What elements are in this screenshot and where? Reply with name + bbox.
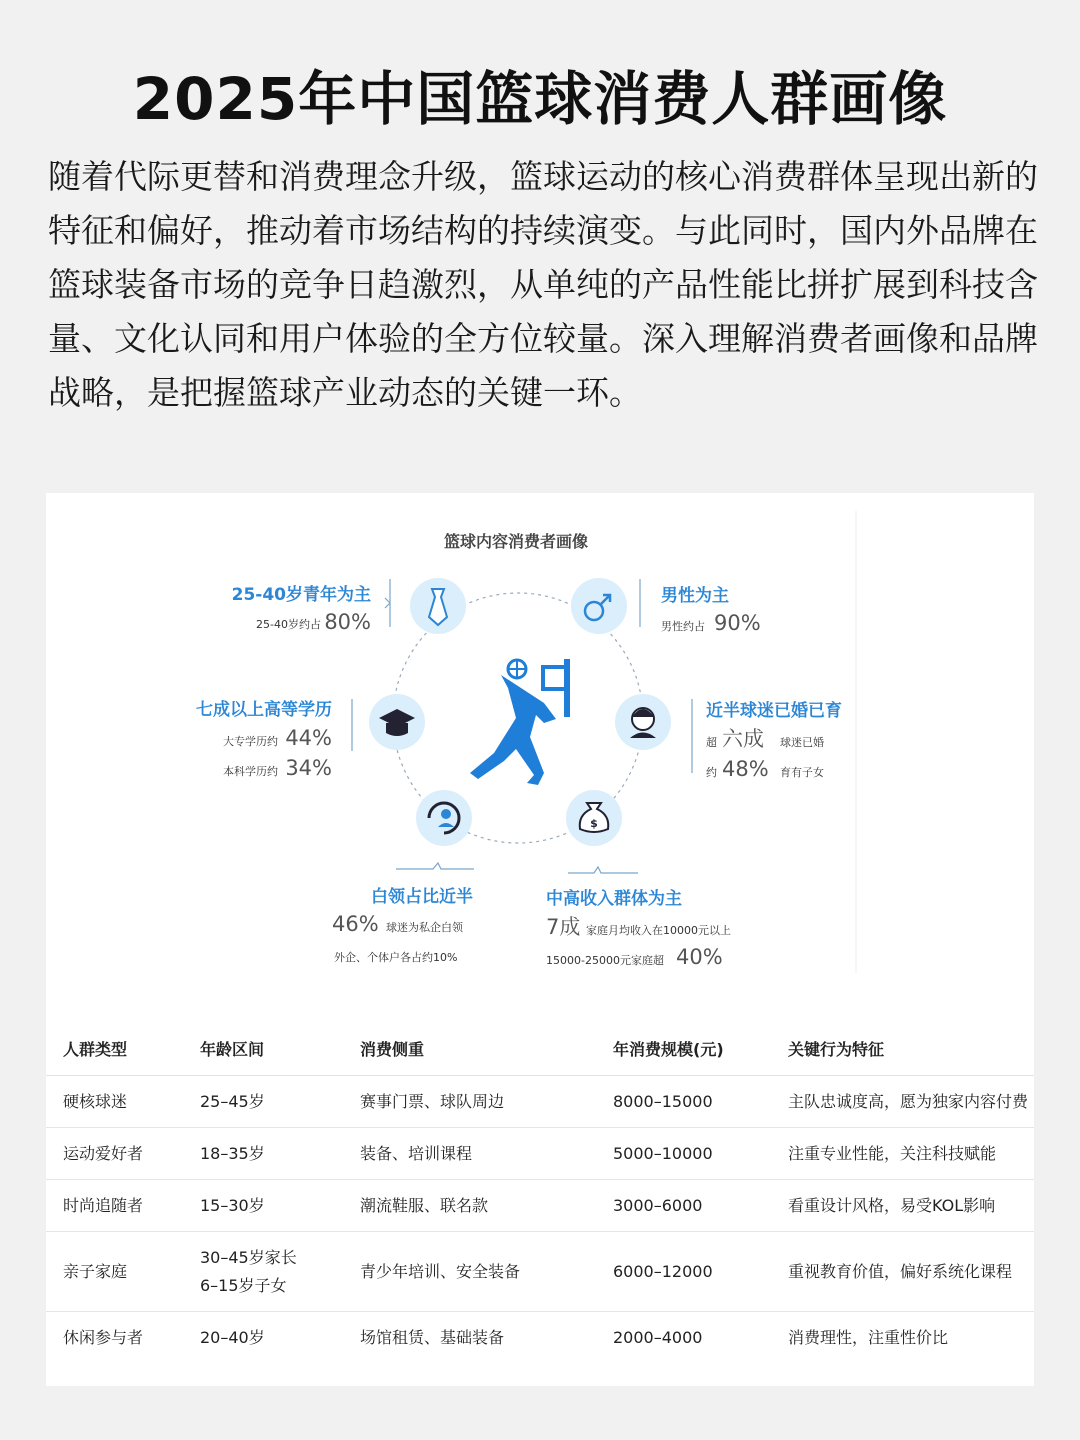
marriage-label-1: 球迷已婚 [780,736,824,749]
cell-trait: 主队忠诚度高，愿为独家内容付费 [771,1076,1034,1128]
cell-spend: 2000–4000 [613,1327,703,1347]
education-heading: 七成以上高等学历 [196,700,332,720]
income-value-1: 7成 [546,915,581,939]
cell-focus: 赛事门票、球队周边 [343,1076,596,1128]
table-row [46,1312,1034,1364]
table-row [46,1180,1034,1232]
header-type: 人群类型 [46,1021,183,1076]
whitecollar-label: 球迷为私企白领 [386,921,463,934]
whitecollar-note: 外企、个体户各占约10% [334,951,458,964]
family-icon [615,694,671,750]
cell-age [183,1232,343,1312]
cell-type: 时尚追随者 [46,1180,183,1232]
intro-paragraph: 随着代际更替和消费理念升级，篮球运动的核心消费群体呈现出新的特征和偏好，推动着市场结构的持续演变。与此同时，国内外品牌在篮球装备市场的竞争日趋激烈，从单纯的产品性能比拼扩展到科技含量、文化认同和用户体验的全方位较量。深入理解消费者画像和品牌战略，是把握篮球产业动态的关键一环。 [48,157,1038,412]
cell-focus: 场馆租赁、基础装备 [360,1327,505,1347]
cell-age: 18–35岁 [183,1128,343,1180]
income-label-1: 家庭月均收入在10000元以上 [586,924,731,937]
table-row [46,1128,1034,1180]
education-label-2: 本科学历约 [223,765,278,778]
table-row [46,1232,1034,1312]
header-focus: 消费侧重 [343,1021,596,1076]
income-value-2: 40% [676,945,723,969]
page-title: 2025年中国篮球消费人群画像 [132,65,948,133]
cell-spend: 8000–15000 [596,1076,771,1128]
cell-focus: 装备、培训课程 [343,1128,596,1180]
age-label: 25-40岁约占 [256,618,321,631]
svg-text:$: $ [590,817,598,830]
education-label-1: 大专学历约 [223,735,278,748]
header-age: 年龄区间 [183,1021,343,1076]
basketball-player-icon [470,659,570,785]
header-spend: 年消费规模(元) [596,1021,771,1076]
content-card [46,493,1034,1386]
gender-label: 男性约占 [661,620,705,633]
cell-age: 15–30岁 [183,1180,343,1232]
cell-trait: 消费理性，注重性价比 [788,1327,949,1347]
education-value-2: 34% [285,756,332,780]
cell-trait: 重视教育价值，偏好系统化课程 [771,1232,1034,1312]
cell-age-line-1: 30–45岁家长 [200,1247,297,1267]
cell-type: 亲子家庭 [46,1232,183,1312]
male-symbol-icon [571,578,627,634]
graduation-cap-icon [369,694,425,750]
cell-type: 运动爱好者 [46,1128,183,1180]
cell-focus: 青少年培训、安全装备 [343,1232,596,1312]
marriage-prefix-2: 约 [706,766,717,779]
cell-focus: 潮流鞋服、联名款 [343,1180,596,1232]
table-header-row [46,1021,1034,1076]
whitecollar-heading: 白领占比近半 [371,887,473,907]
cell-spend: 5000–10000 [596,1128,771,1180]
income-heading: 中高收入群体为主 [546,889,682,909]
consumer-segment-table [46,1021,1034,1363]
refresh-person-icon [416,790,472,846]
cell-spend: 6000–12000 [596,1232,771,1312]
header-trait: 关键行为特征 [771,1021,1034,1076]
cell-age: 25–45岁 [183,1076,343,1128]
cell-type: 硬核球迷 [46,1076,183,1128]
age-heading: 25-40岁青年为主 [231,585,371,605]
gender-heading: 男性为主 [661,586,729,606]
cell-type: 休闲参与者 [63,1327,144,1347]
infographic-title: 篮球内容消费者画像 [443,532,589,551]
marriage-label-2: 育有子女 [780,766,824,779]
tie-icon [410,578,466,634]
table-row [46,1076,1034,1128]
income-label-2: 15000-25000元家庭超 [546,954,664,967]
age-value: 80% [324,610,371,634]
marriage-value-1: 六成 [722,727,764,751]
cell-trait: 注重专业性能，关注科技赋能 [771,1128,1034,1180]
cell-spend: 3000–6000 [596,1180,771,1232]
education-value-1: 44% [285,726,332,750]
cell-age-line-2: 6–15岁子女 [200,1275,287,1295]
marriage-value-2: 48% [722,757,769,781]
cell-age: 20–40岁 [200,1327,265,1347]
gender-value: 90% [714,611,761,635]
consumer-profile-infographic [46,493,1034,993]
marriage-heading: 近半球迷已婚已育 [706,701,842,721]
marriage-prefix-1: 超 [706,736,717,749]
money-bag-icon [566,790,622,846]
whitecollar-value: 46% [332,912,379,936]
cell-trait: 看重设计风格，易受KOL影响 [771,1180,1034,1232]
